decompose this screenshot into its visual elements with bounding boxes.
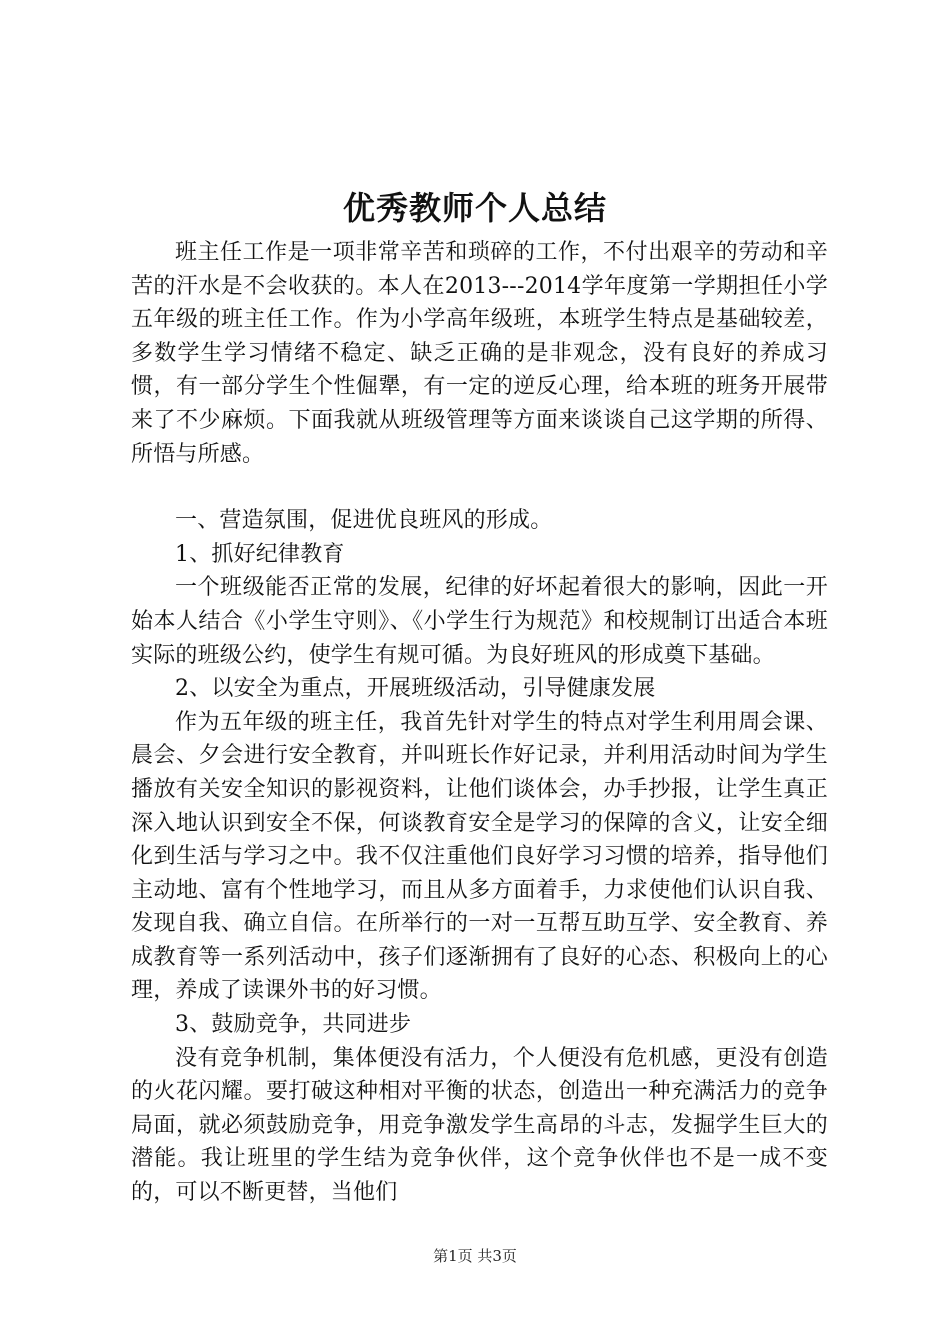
- document-title: 优秀教师个人总结: [342, 189, 607, 227]
- page-footer: 第1页 共3页: [433, 1247, 517, 1265]
- section-heading: 一、营造氛围，促进优良班风的形成。: [175, 508, 553, 534]
- subsection-heading-3: 3、鼓励竞争，共同进步: [175, 1012, 412, 1038]
- subsection-paragraph-3: 没有竞争机制，集体便没有活力，个人便没有危机感，更没有创造的火花闪耀。要打破这种相对平衡的状态，创造出一种充满活力的竞争局面，就必须鼓励竞争，用竞争激发学生高昂的斗志，发掘学生巨大的潜能。我让班里的学生结为竞争伙伴，这个竞争伙伴也不是一成不变的，可以不断更替，当他们: [131, 1045, 828, 1206]
- subsection-heading-2: 2、以安全为重点，开展班级活动，引导健康发展: [175, 676, 656, 702]
- document-body: [131, 236, 828, 1210]
- intro-paragraph: 班主任工作是一项非常辛苦和琐碎的工作，不付出艰辛的劳动和辛苦的汗水是不会收获的。本人在2013---2014学年度第一学期担任小学五年级的班主任工作。作为小学高年级班，本班学生特点是基础较差，多数学生学习情绪不稳定、缺乏正确的是非观念，没有良好的养成习惯，有一部分学生个性倔犟，有一定的逆反心理，给本班的班务开展带来了不少麻烦。下面我就从班级管理等方面来谈谈自己这学期的所得、所悟与所感。: [131, 240, 828, 467]
- subsection-paragraph-1: 一个班级能否正常的发展，纪律的好坏起着很大的影响，因此一开始本人结合《小学生守则》、《小学生行为规范》和校规制订出适合本班实际的班级公约，使学生有规可循。为良好班风的形成奠下基础。: [131, 575, 828, 668]
- subsection-heading-1: 1、抓好纪律教育: [175, 541, 345, 567]
- subsection-paragraph-2: 作为五年级的班主任，我首先针对学生的特点对学生利用周会课、晨会、夕会进行安全教育，并叫班长作好记录，并利用活动时间为学生播放有关安全知识的影视资料，让他们谈体会，办手抄报，让学生真正深入地认识到安全不保，何谈教育安全是学习的保障的含义，让安全细化到生活与学习之中。我不仅注重他们良好学习习惯的培养，指导他们主动地、富有个性地学习，而且从多方面着手，力求使他们认识自我、发现自我、确立自信。在所举行的一对一互帮互助互学、安全教育、养成教育等一系列活动中，孩子们逐渐拥有了良好的心态、积极向上的心理，养成了读课外书的好习惯。: [131, 709, 828, 1004]
- paragraph-gap: [131, 471, 828, 504]
